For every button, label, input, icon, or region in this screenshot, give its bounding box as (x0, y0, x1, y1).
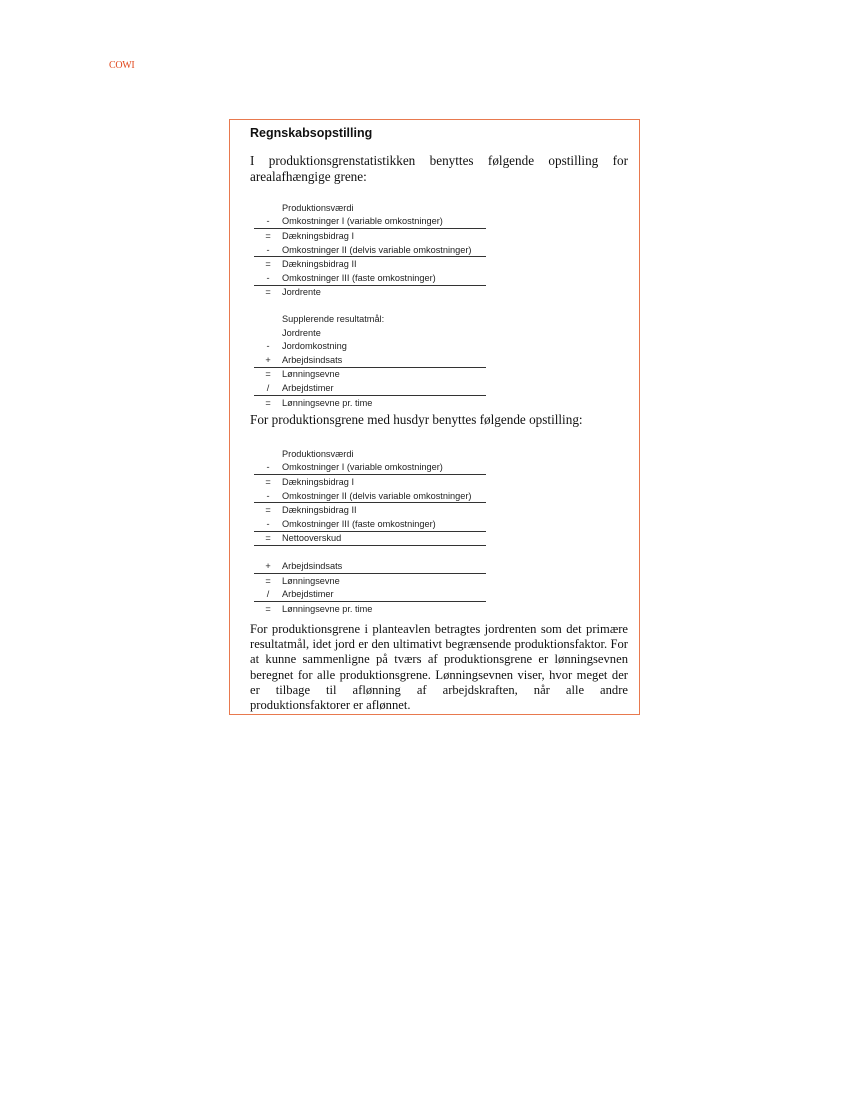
calc-gap (254, 546, 486, 559)
calc-operator: = (265, 230, 271, 241)
calc-row (254, 475, 486, 489)
calc-label: Dækningsbidrag I (282, 230, 355, 241)
calc-label: Dækningsbidrag II (282, 505, 357, 516)
calc-operator: = (265, 476, 271, 487)
calc-row (254, 587, 486, 602)
calc-row (254, 286, 486, 300)
calc-operator: - (266, 490, 270, 501)
calc-operator: = (265, 259, 271, 270)
calc-label: Lønningsevne pr. time (282, 397, 373, 408)
calc-operator: + (265, 560, 271, 571)
calc-label: Jordrente (282, 287, 321, 298)
calc-row (254, 602, 486, 616)
box-heading: Regnskabsopstilling (250, 126, 373, 140)
calc-label: Arbejdstimer (282, 589, 334, 600)
calc-row (254, 257, 486, 271)
calc-label: Lønningsevne (282, 369, 340, 380)
calc-row (254, 574, 486, 588)
calc-label: Omkostninger III (faste omkostninger) (282, 272, 436, 283)
calc-operator: / (266, 382, 270, 393)
calc-operator: - (266, 216, 270, 227)
calc-husdyr (254, 447, 486, 616)
calc-operator: - (266, 341, 270, 352)
calc-row (254, 339, 486, 353)
calc-row (254, 271, 486, 286)
calc-row (254, 215, 486, 230)
calc-label: Lønningsevne pr. time (282, 603, 373, 614)
calc-label: Jordomkostning (282, 341, 347, 352)
calc-row (254, 559, 486, 574)
calc-label: Omkostninger I (variable omkostninger) (282, 462, 443, 473)
calc-gap (254, 299, 486, 312)
conclusion-paragraph: For produktionsgrene i planteavlen betragtes jordrenten som det primære resultatmål, idet jord er den ultimativt begrænsende produktionsfaktor. For at kunne sammenligne på tværs af produktionsgrene er lønningsevnen beregnet for alle produktionsgrene. Lønningsevnen viser, hvor meget der er tilbage til aflønning af arbejdskraften, når alle andre produktionsfaktorer er aflønnet. (250, 622, 628, 713)
calc-operator: = (265, 575, 271, 586)
calc-operator: - (266, 462, 270, 473)
calc-row (254, 503, 486, 517)
calc-label: Omkostninger II (delvis variable omkostninger) (282, 490, 472, 501)
calc-operator: = (265, 505, 271, 516)
calc-label: Arbejdsindsats (282, 354, 343, 365)
calc-label: Produktionsværdi (282, 448, 354, 459)
calc-row (254, 532, 486, 547)
calc-row (254, 243, 486, 258)
calc-operator: = (265, 287, 271, 298)
calc-label: Produktionsværdi (282, 202, 354, 213)
calc-row (254, 201, 486, 215)
calc-operator: = (265, 397, 271, 408)
calc-label: Omkostninger II (delvis variable omkostninger) (282, 244, 472, 255)
calc-row (254, 381, 486, 396)
calc-label: Arbejdsindsats (282, 560, 343, 571)
calc-operator: - (266, 518, 270, 529)
calc-label: Lønningsevne (282, 575, 340, 586)
calc-operator: = (265, 533, 271, 544)
calc-label: Omkostninger I (variable omkostninger) (282, 216, 443, 227)
calc-label: Omkostninger III (faste omkostninger) (282, 518, 436, 529)
calc-row (254, 489, 486, 504)
calc-row (254, 353, 486, 368)
calc-operator: - (266, 272, 270, 283)
cowi-logo: COWI (109, 60, 135, 71)
calc-label: Supplerende resultatmål: (282, 313, 385, 324)
calc-operator: = (265, 603, 271, 614)
calc-row (254, 396, 486, 410)
calc-label: Arbejdstimer (282, 382, 334, 393)
calc-operator: / (266, 589, 270, 600)
calc-operator: + (265, 354, 271, 365)
calc-label: Dækningsbidrag II (282, 259, 357, 270)
regnskab-box (229, 119, 640, 715)
intro2-paragraph: For produktionsgrene med husdyr benyttes følgende opstilling: (250, 412, 583, 427)
calc-row (254, 447, 486, 461)
calc-label: Nettooverskud (282, 533, 342, 544)
calc-row (254, 517, 486, 532)
calc-row (254, 461, 486, 476)
calc-label: Dækningsbidrag I (282, 476, 355, 487)
calc-areal (254, 201, 486, 409)
intro-paragraph: I produktionsgrenstatistikken benyttes følgende opstilling for arealafhængige grene: (250, 153, 628, 184)
calc-label: Jordrente (282, 327, 321, 338)
calc-row (254, 368, 486, 382)
calc-operator: = (265, 369, 271, 380)
calc-row (254, 326, 486, 340)
calc-operator: - (266, 244, 270, 255)
calc-row (254, 312, 486, 326)
calc-row (254, 229, 486, 243)
